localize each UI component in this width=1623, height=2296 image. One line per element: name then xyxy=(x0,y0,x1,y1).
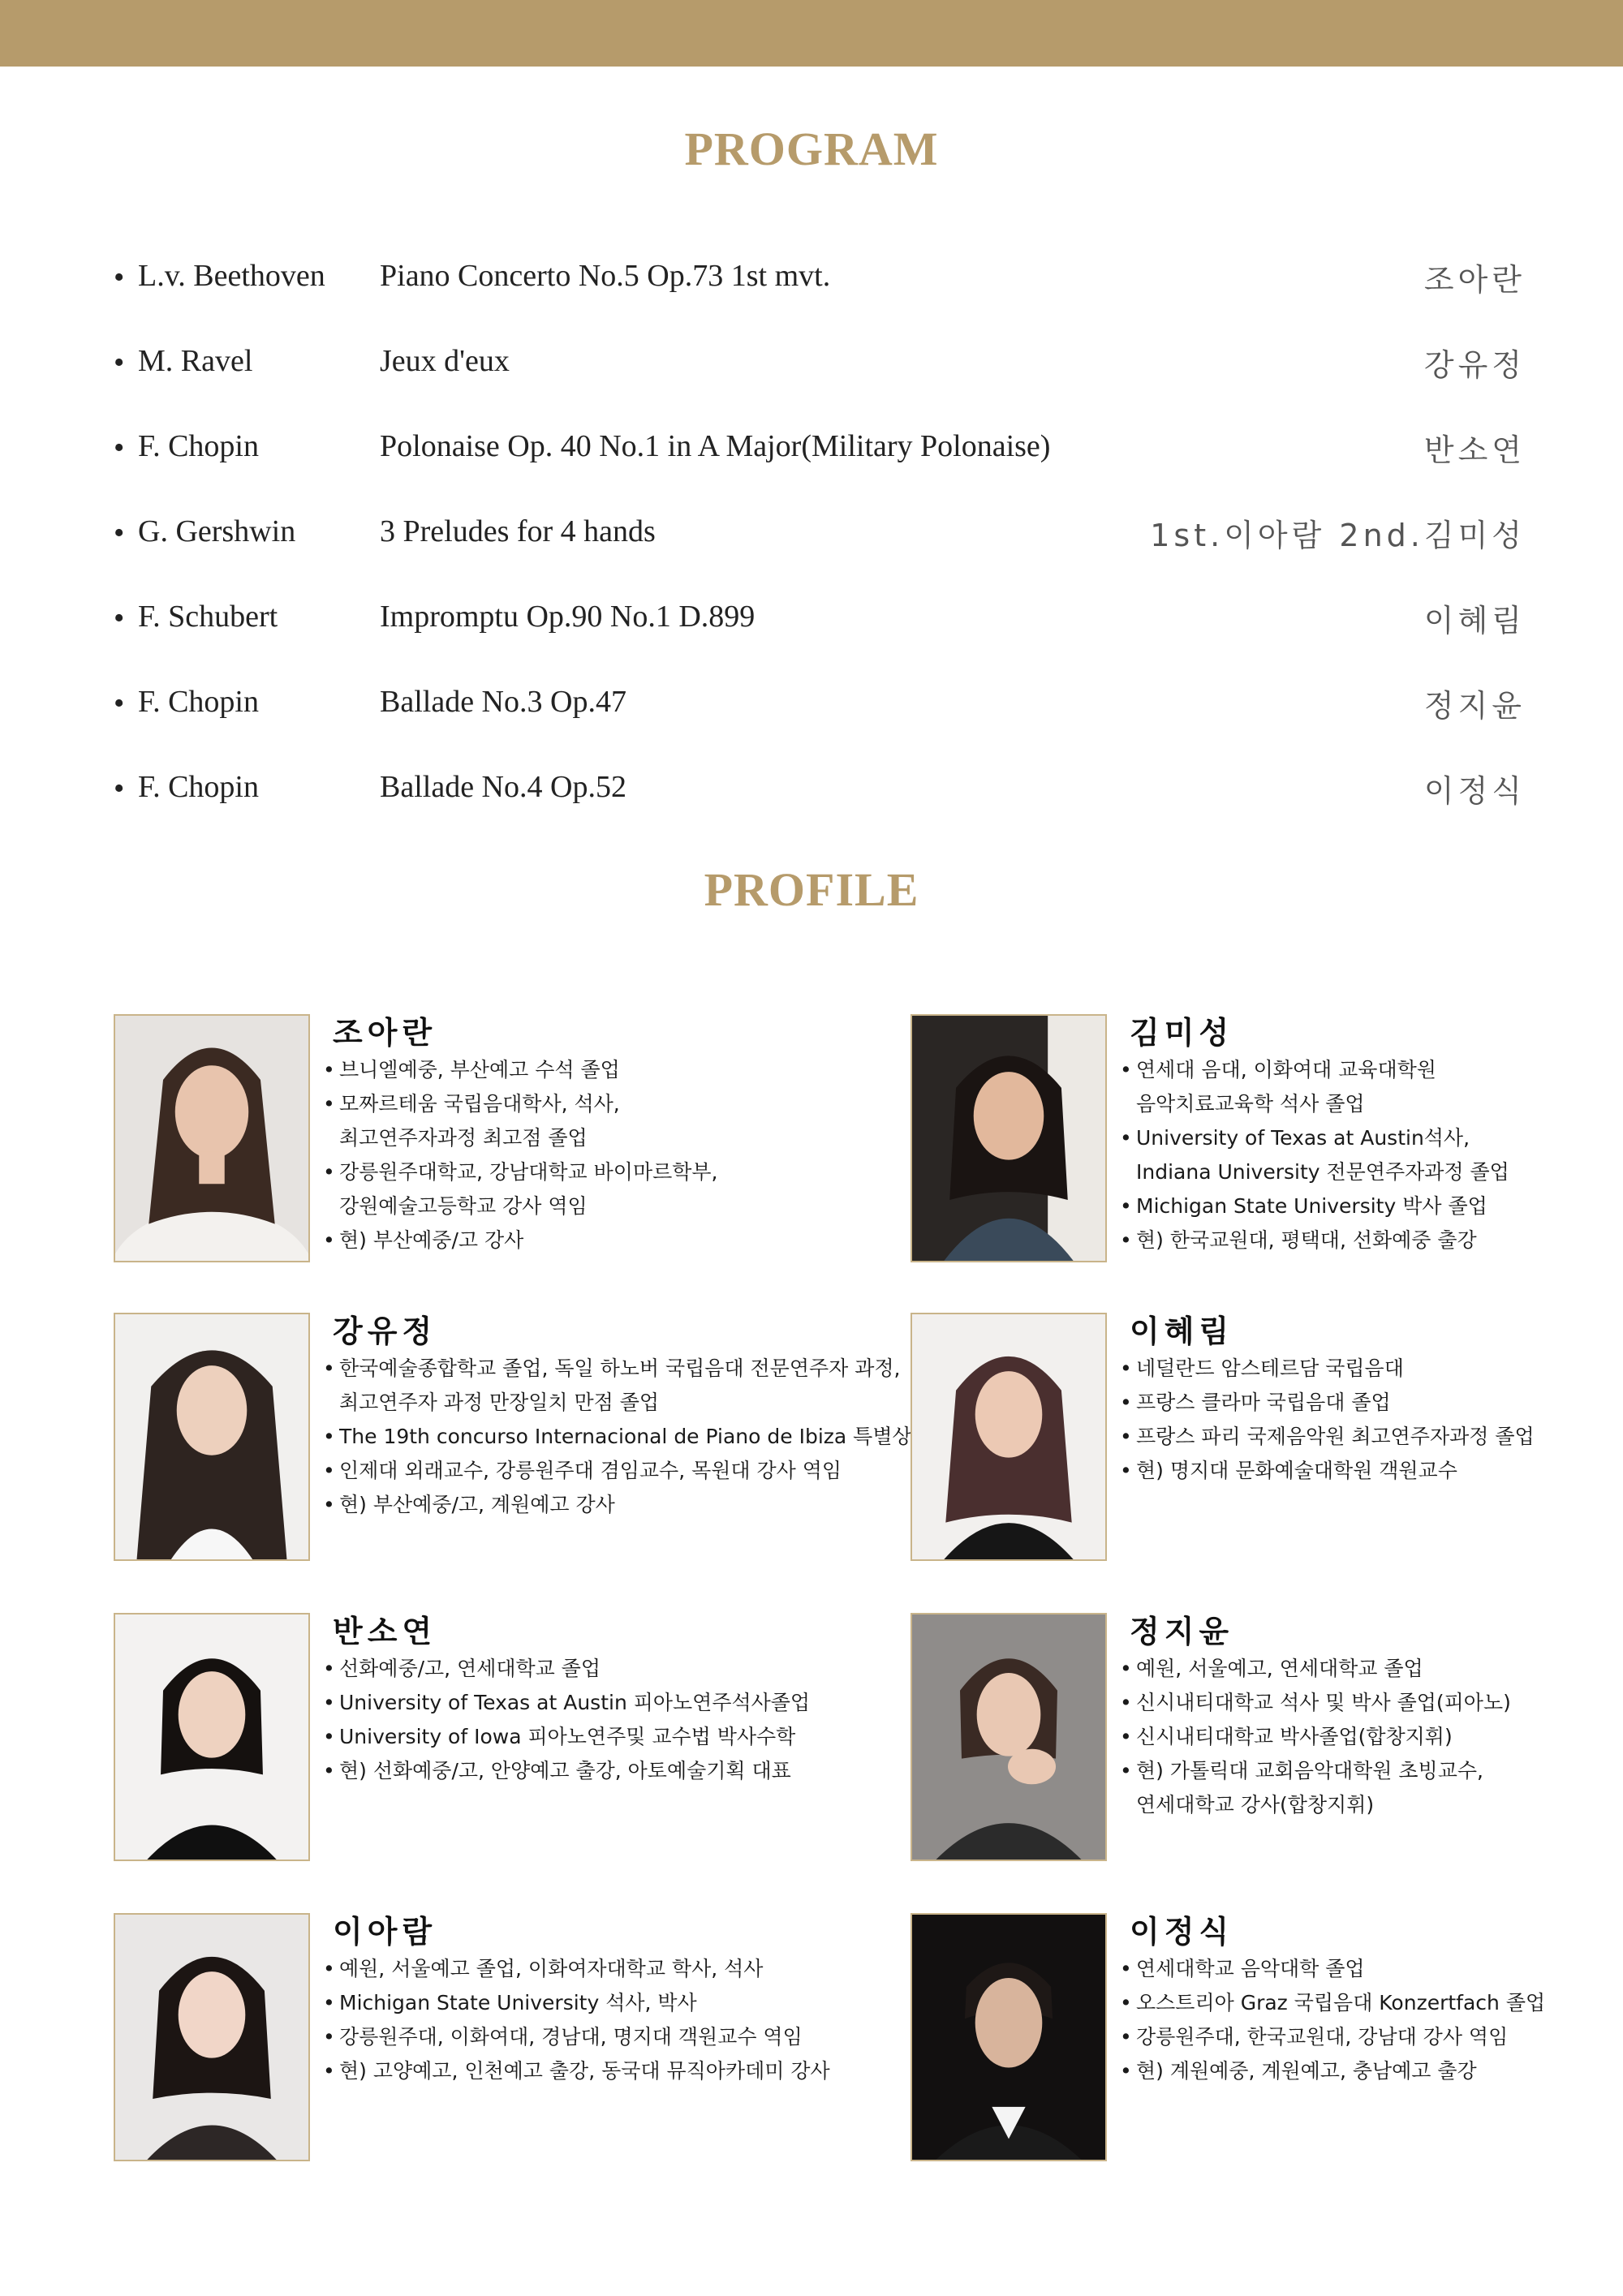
composer: F. Chopin xyxy=(138,429,259,463)
bullet: • xyxy=(114,601,125,635)
program-item xyxy=(0,763,1623,819)
bio-line: • 현) 부산예중/고, 계원예고 강사 xyxy=(323,1493,615,1516)
profile-bio xyxy=(1120,1952,1623,2088)
performer: 반소연 xyxy=(1423,432,1526,468)
bio-line: • 예원, 서울예고 졸업, 이화여자대학교 학사, 석사 xyxy=(323,1957,764,1980)
composer: M. Ravel xyxy=(138,344,253,378)
bio-line: • 브니엘예중, 부산예고 수석 졸업 xyxy=(323,1058,620,1081)
profile-card xyxy=(114,1313,912,1572)
profile-name: 조아란 xyxy=(333,1015,437,1051)
composer: G. Gershwin xyxy=(138,514,296,548)
composer: F. Chopin xyxy=(138,770,259,804)
profile-card xyxy=(114,1014,828,1274)
work-title: Piano Concerto No.5 Op.73 1st mvt. xyxy=(380,259,831,293)
bio-line: 연세대학교 강사(합창지휘) xyxy=(1136,1793,1375,1817)
bio-line: • 현) 한국교원대, 평택대, 선화예중 출강 xyxy=(1120,1228,1477,1252)
program-item xyxy=(0,337,1623,393)
bio-line: • 프랑스 파리 국제음악원 최고연주자과정 졸업 xyxy=(1120,1425,1535,1448)
bio-line: • 현) 선화예중/고, 안양예고 출강, 아토예술기획 대표 xyxy=(323,1759,791,1782)
bio-line: • 현) 명지대 문화예술대학원 객원교수 xyxy=(1120,1459,1457,1482)
bio-line: 음악치료교육학 석사 졸업 xyxy=(1136,1092,1365,1116)
bio-line: • 프랑스 클라마 국립음대 졸업 xyxy=(1120,1391,1391,1414)
profile-name: 강유정 xyxy=(333,1314,437,1349)
bio-line: • 인제대 외래교수, 강릉원주대 겸임교수, 목원대 강사 역임 xyxy=(323,1459,842,1482)
bullet: • xyxy=(114,686,125,720)
work-title: Ballade No.4 Op.52 xyxy=(380,770,626,804)
bio-line: 최고연주자 과정 만장일치 만점 졸업 xyxy=(339,1391,660,1414)
performer: 조아란 xyxy=(1423,262,1526,298)
profile-name: 정지윤 xyxy=(1130,1614,1234,1649)
portrait-photo xyxy=(911,1313,1107,1561)
program-item xyxy=(0,592,1623,649)
performer: 이정식 xyxy=(1423,773,1526,809)
bio-line: • 신시내티대학교 박사졸업(합창지휘) xyxy=(1120,1725,1453,1748)
portrait-photo xyxy=(911,1014,1107,1262)
bio-line: 최고연주자과정 최고점 졸업 xyxy=(339,1126,588,1150)
bio-line: • 현) 부산예중/고 강사 xyxy=(323,1228,524,1252)
bio-line: • University of Texas at Austin 피아노연주석사졸업 xyxy=(323,1691,811,1714)
bio-line: • 네덜란드 암스테르담 국립음대 xyxy=(1120,1357,1404,1380)
bullet: • xyxy=(114,260,125,295)
bio-line: • 예원, 서울예고, 연세대학교 졸업 xyxy=(1120,1657,1423,1680)
bio-line: • 모짜르테움 국립음대학사, 석사, xyxy=(323,1092,620,1116)
program-item xyxy=(0,507,1623,564)
program-item xyxy=(0,252,1623,308)
program-title: PROGRAM xyxy=(684,123,939,175)
portrait-photo xyxy=(114,1613,310,1861)
work-title: Polonaise Op. 40 No.1 in A Major(Military Polonaise) xyxy=(380,429,1051,463)
bio-line: 강원예술고등학교 강사 역임 xyxy=(339,1194,588,1218)
profile-bio xyxy=(323,1952,891,2088)
profile-card xyxy=(114,1913,828,2173)
performer: 정지윤 xyxy=(1423,688,1526,724)
bullet: • xyxy=(114,431,125,465)
bio-line: • 신시내티대학교 석사 및 박사 졸업(피아노) xyxy=(1120,1691,1511,1714)
bio-line: • Michigan State University 박사 졸업 xyxy=(1120,1194,1487,1218)
work-title: Impromptu Op.90 No.1 D.899 xyxy=(380,600,756,634)
profile-card xyxy=(911,1313,1623,1572)
bio-line: • 강릉원주대학교, 강남대학교 바이마르학부, xyxy=(323,1160,718,1184)
portrait-photo xyxy=(114,1913,310,2161)
bio-line: Indiana University 전문연주자과정 졸업 xyxy=(1136,1160,1509,1184)
profile-title: PROFILE xyxy=(704,863,919,916)
portrait-photo xyxy=(114,1014,310,1262)
work-title: Jeux d'eux xyxy=(380,344,510,378)
bullet: • xyxy=(114,346,125,380)
profile-bio xyxy=(1120,1352,1623,1488)
portrait-photo xyxy=(114,1313,310,1561)
bio-line: • 한국예술종합학교 졸업, 독일 하노버 국립음대 전문연주자 과정, xyxy=(323,1357,901,1380)
profile-card xyxy=(911,1913,1623,2173)
program-item xyxy=(0,422,1623,479)
performer: 이혜림 xyxy=(1423,603,1526,638)
bio-line: • University of Texas at Austin석사, xyxy=(1120,1126,1470,1150)
program-item xyxy=(0,677,1623,734)
bio-line: • 오스트리아 Graz 국립음대 Konzertfach 졸업 xyxy=(1120,1991,1546,2014)
portrait-photo xyxy=(911,1613,1107,1861)
profile-name: 이정식 xyxy=(1130,1914,1234,1950)
bio-line: • 선화예중/고, 연세대학교 졸업 xyxy=(323,1657,601,1680)
program-list xyxy=(0,0,1623,844)
profile-name: 반소연 xyxy=(333,1614,437,1649)
profile-bio xyxy=(323,1053,891,1258)
bio-line: • 강릉원주대, 이화여대, 경남대, 명지대 객원교수 역임 xyxy=(323,2025,803,2049)
profile-bio xyxy=(1120,1652,1623,1822)
work-title: Ballade No.3 Op.47 xyxy=(380,685,626,719)
profile-card xyxy=(911,1613,1623,1872)
bio-line: • 연세대 음대, 이화여대 교육대학원 xyxy=(1120,1058,1436,1081)
profile-name: 김미성 xyxy=(1130,1015,1234,1051)
profile-card xyxy=(911,1014,1623,1274)
bio-line: • 현) 가톨릭대 교회음악대학원 초빙교수, xyxy=(1120,1759,1483,1782)
performer: 강유정 xyxy=(1423,347,1526,383)
portrait-photo xyxy=(911,1913,1107,2161)
profile-bio xyxy=(1120,1053,1623,1258)
composer: F. Chopin xyxy=(138,685,259,719)
bullet: • xyxy=(114,772,125,806)
bio-line: • 연세대학교 음악대학 졸업 xyxy=(1120,1957,1365,1980)
profile-bio xyxy=(323,1352,912,1522)
bullet: • xyxy=(114,516,125,550)
bio-line: • 강릉원주대, 한국교원대, 강남대 강사 역임 xyxy=(1120,2025,1509,2049)
profile-card xyxy=(114,1613,828,1872)
performer: 1st.이아람 2nd.김미성 xyxy=(1150,518,1526,553)
profile-name: 이혜림 xyxy=(1130,1314,1234,1349)
bio-line: • The 19th concurso Internacional de Piano de Ibiza 특별상 xyxy=(323,1425,912,1448)
composer: L.v. Beethoven xyxy=(138,259,325,293)
bio-line: • Michigan State University 석사, 박사 xyxy=(323,1991,697,2014)
bio-line: • University of Iowa 피아노연주및 교수법 박사수학 xyxy=(323,1725,796,1748)
profile-name: 이아람 xyxy=(333,1914,437,1950)
composer: F. Schubert xyxy=(138,600,278,634)
bio-line: • 현) 고양예고, 인천예고 출강, 동국대 뮤직아카데미 강사 xyxy=(323,2059,830,2083)
work-title: 3 Preludes for 4 hands xyxy=(380,514,656,548)
bio-line: • 현) 계원예중, 계원예고, 충남예고 출강 xyxy=(1120,2059,1477,2083)
profile-bio xyxy=(323,1652,891,1788)
